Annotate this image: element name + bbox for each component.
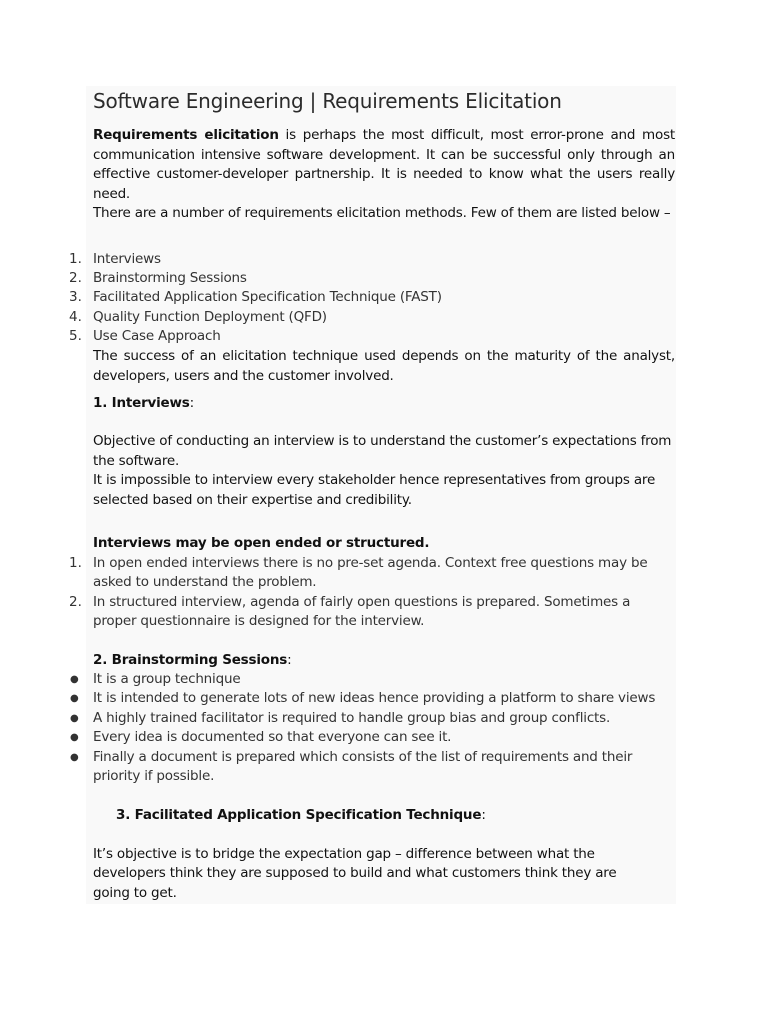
brainstorming-point: A highly trained facilitator is required to handle group bias and group conflicts. xyxy=(93,710,611,726)
method-item: Quality Function Deployment (QFD) xyxy=(93,309,327,325)
interview-types-heading: Interviews may be open ended or structured. xyxy=(93,535,430,551)
intro-paragraph xyxy=(93,126,675,204)
success-paragraph: The success of an elicitation technique used depends on the maturity of the analyst, developers, users and the customer involved. xyxy=(93,348,675,384)
section-heading-interviews: 1. Interviews: xyxy=(93,395,194,411)
brainstorming-point: Finally a document is prepared which consists of the list of requirements and their xyxy=(93,749,633,765)
section-heading-brainstorming: 2. Brainstorming Sessions: xyxy=(93,652,292,668)
brainstorming-point: Every idea is documented so that everyone can see it. xyxy=(93,729,452,745)
interviews-objective: Objective of conducting an interview is to understand the customer’s expectations from the software. xyxy=(93,433,672,469)
interview-type-number: 1. xyxy=(69,555,82,571)
intro-bold-term: Requirements elicitation xyxy=(93,127,279,143)
bullet-icon: ● xyxy=(70,674,79,685)
interview-type-line: In open ended interviews there is no pre-set agenda. Context free questions may be xyxy=(93,555,648,571)
section-heading-fast: 3. Facilitated Application Specification Technique: xyxy=(116,807,486,823)
method-item: Interviews xyxy=(93,251,161,267)
method-number: 5. xyxy=(69,328,82,344)
method-number: 3. xyxy=(69,289,82,305)
method-number: 2. xyxy=(69,270,82,286)
intro-text: is perhaps the most difficult, most error-prone and most communication intensive software development. It can be successful only through an effective customer-developer partnership. It is needed to know what the users really need. xyxy=(93,127,675,202)
interview-type-line: In structured interview, agenda of fairly open questions is prepared. Sometimes a xyxy=(93,594,631,610)
bullet-icon: ● xyxy=(70,693,79,704)
bullet-icon: ● xyxy=(70,713,79,724)
method-item: Use Case Approach xyxy=(93,328,221,344)
fast-text-line: It’s objective is to bridge the expectation gap – difference between what the xyxy=(93,846,595,862)
interviews-impossible: It is impossible to interview every stakeholder hence representatives from groups are selected based on their expertise and credibility. xyxy=(93,472,656,508)
method-item: Facilitated Application Specification Technique (FAST) xyxy=(93,289,442,305)
brainstorming-point: It is a group technique xyxy=(93,671,241,687)
interview-type-line: asked to understand the problem. xyxy=(93,574,317,590)
interview-type-number: 2. xyxy=(69,594,82,610)
bullet-icon: ● xyxy=(70,752,79,763)
page-title: Software Engineering | Requirements Elicitation xyxy=(93,89,562,113)
interview-type-line: proper questionnaire is designed for the interview. xyxy=(93,613,425,629)
brainstorming-point-cont: priority if possible. xyxy=(93,768,215,784)
method-item: Brainstorming Sessions xyxy=(93,270,247,286)
fast-text-line: developers think they are supposed to build and what customers think they are xyxy=(93,865,617,881)
method-number: 4. xyxy=(69,309,82,325)
brainstorming-point: It is intended to generate lots of new ideas hence providing a platform to share views xyxy=(93,690,656,706)
method-number: 1. xyxy=(69,251,82,267)
fast-text-line: going to get. xyxy=(93,885,177,901)
methods-intro: There are a number of requirements elicitation methods. Few of them are listed below – xyxy=(93,205,671,221)
bullet-icon: ● xyxy=(70,732,79,743)
